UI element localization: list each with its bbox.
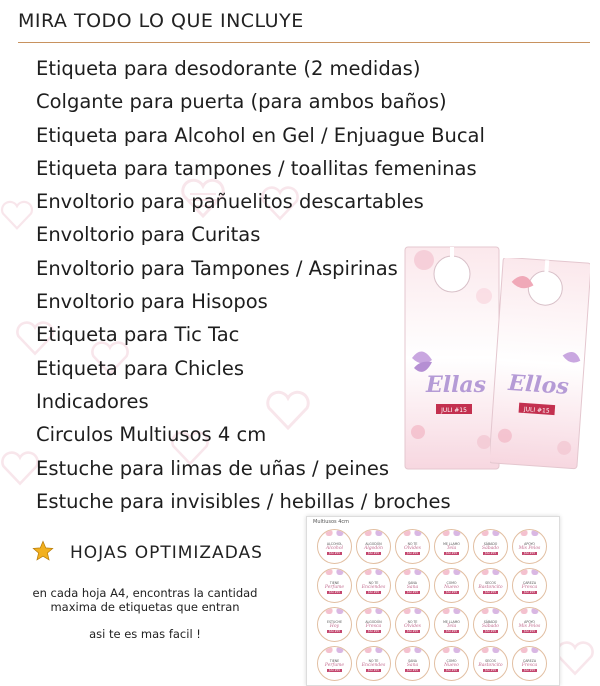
flower-decoration: [438, 646, 465, 653]
flower-decoration: [321, 568, 348, 575]
circle-name: Hoy: [329, 624, 340, 629]
watermark-heart: [0, 200, 34, 234]
circle-tag: JULI #15: [367, 591, 380, 594]
flower-decoration: [321, 607, 348, 614]
sheet-circle-label: [395, 607, 430, 642]
list-item: Envoltorio para Curitas: [36, 223, 261, 247]
sheet-circle-label: [434, 607, 469, 642]
circle-tag: JULI #15: [484, 591, 497, 594]
page-title: MIRA TODO LO QUE INCLUYE: [18, 10, 304, 32]
circle-name: Fresca: [521, 585, 538, 590]
circle-top-text: CAREZA: [523, 659, 536, 663]
circle-top-text: APOYO: [524, 542, 535, 546]
list-item: Etiqueta para Tic Tac: [36, 323, 240, 347]
circle-top-text: TIENE: [329, 581, 340, 585]
circle-name: Fresca: [365, 624, 382, 629]
list-item: Envoltorio para Tampones / Aspirinas: [36, 256, 398, 280]
circle-name: Mis Pelos: [518, 624, 541, 629]
optimized-label: HOJAS OPTIMIZADAS: [70, 543, 263, 563]
sheet-circle-label: [356, 529, 391, 564]
flower-decoration: [438, 607, 465, 614]
circle-top-text: NO TE: [368, 581, 379, 585]
sheet-preview: [306, 516, 560, 686]
list-item: Estuche para limas de uñas / peines: [36, 456, 390, 480]
circle-name: Algodón: [364, 546, 383, 551]
circle-tag: JULI #15: [523, 630, 536, 633]
list-item: Envoltorio para Hisopos: [36, 290, 268, 314]
circle-tag: JULI #15: [523, 552, 536, 555]
circle-top-text: SECOS: [485, 659, 496, 663]
circle-tag: JULI #15: [406, 591, 419, 594]
sheet-circle-label: [473, 529, 508, 564]
circle-top-text: SÁBADO: [483, 620, 498, 624]
sheet-circle-label: [356, 646, 391, 681]
list-item: Etiqueta para tampones / toallitas femeninas: [36, 156, 477, 180]
circle-tag: JULI #15: [367, 552, 380, 555]
sheet-circle-label: [356, 568, 391, 603]
flower-decoration: [321, 646, 348, 653]
sheet-circle-label: [434, 646, 469, 681]
circle-name: Fresca: [521, 663, 538, 668]
watermark-heart: [0, 450, 40, 490]
list-item: Estuche para invisibles / hebillas / broches: [36, 489, 451, 513]
circle-tag: JULI #15: [523, 591, 536, 594]
circle-tag: JULI #15: [367, 669, 380, 672]
flower-decoration: [516, 607, 543, 614]
flower-decoration: [360, 607, 387, 614]
sheet-title: Multiusos 4cm: [313, 519, 350, 525]
circle-name: Mis Pelos: [518, 546, 541, 551]
circle-top-text: SANA: [408, 581, 417, 585]
flower-decoration: [516, 529, 543, 536]
circle-top-text: APOYO: [524, 620, 535, 624]
flower-decoration: [399, 646, 426, 653]
watermark-heart: [555, 640, 595, 680]
circle-top-text: ALGODÓN: [365, 620, 382, 624]
circle-tag: JULI #15: [445, 669, 458, 672]
circle-tag: JULI #15: [406, 552, 419, 555]
sheet-circle-label: [512, 529, 547, 564]
note-line: maxima de etiquetas que entran: [50, 600, 240, 614]
hanger-tag: JULI #15: [441, 407, 467, 414]
circle-top-text: NO TE: [407, 542, 418, 546]
circle-name: Sábado: [482, 624, 499, 629]
list-item: Envoltorio para pañuelitos descartables: [36, 190, 424, 214]
sheet-circle-label: [473, 646, 508, 681]
list-item: Circulos Multiusos 4 cm: [36, 423, 267, 447]
circle-top-text: ALCOHOL: [326, 542, 343, 546]
flower-decoration: [438, 529, 465, 536]
circle-top-text: ME LLAMO: [443, 542, 460, 546]
circle-tag: JULI #15: [328, 630, 341, 633]
circle-name: Perfume: [324, 585, 345, 590]
hanger-name: Ellas: [425, 372, 487, 398]
circle-tag: JULI #15: [484, 669, 497, 672]
note-line: en cada hoja A4, encontras la cantidad: [32, 586, 258, 600]
door-hanger-ellas: [404, 246, 500, 474]
circle-name: Sábado: [482, 546, 499, 551]
sheet-circle-label: [356, 607, 391, 642]
sheet-circle-label: [473, 607, 508, 642]
circle-top-text: SECOS: [485, 581, 496, 585]
circle-name: Sana: [406, 663, 419, 668]
hanger-name: Ellos: [507, 369, 570, 401]
circle-top-text: COMO: [446, 659, 457, 663]
circle-tag: JULI #15: [484, 552, 497, 555]
circle-tag: JULI #15: [328, 591, 341, 594]
flower-decoration: [321, 529, 348, 536]
circle-tag: JULI #15: [406, 669, 419, 672]
sheet-circle-label: [434, 529, 469, 564]
circle-tag: JULI #15: [445, 552, 458, 555]
flower-decoration: [477, 568, 504, 575]
circle-top-text: SANA: [408, 659, 417, 663]
sheet-circle-label: [473, 568, 508, 603]
circle-top-text: ME LLAMO: [443, 620, 460, 624]
circle-name: Enciendes: [361, 585, 386, 590]
circle-top-text: CAREZA: [523, 581, 536, 585]
sheet-circle-label: [395, 568, 430, 603]
list-item: Etiqueta para Alcohol en Gel / Enjuague Bucal: [36, 123, 485, 147]
flower-decoration: [516, 568, 543, 575]
flower-decoration: [399, 607, 426, 614]
circle-name: Alcohol: [326, 546, 343, 551]
flower-decoration: [477, 646, 504, 653]
circle-tag: JULI #15: [406, 630, 419, 633]
sheet-circle-label: [317, 607, 352, 642]
header-divider: [18, 42, 590, 43]
flower-decoration: [477, 529, 504, 536]
optimized-sheets: [32, 540, 263, 566]
circle-name: Tela: [446, 546, 457, 551]
flower-decoration: [438, 568, 465, 575]
sheet-circle-label: [395, 646, 430, 681]
circle-top-text: TIENE: [329, 659, 340, 663]
sheet-circle-label: [512, 607, 547, 642]
hanger-tag: JULI #15: [523, 405, 550, 415]
circle-name: Olvides: [404, 624, 421, 629]
sheet-circle-label: [434, 568, 469, 603]
circle-tag: JULI #15: [367, 630, 380, 633]
list-item: Etiqueta para desodorante (2 medidas): [36, 57, 421, 80]
sheet-circle-label: [317, 646, 352, 681]
sheet-circle-label: [512, 568, 547, 603]
circle-tag: JULI #15: [328, 552, 341, 555]
circle-top-text: ALGODÓN: [365, 542, 382, 546]
flower-decoration: [399, 568, 426, 575]
circle-name: Enciendes: [361, 663, 386, 668]
list-item: Etiqueta para Chicles: [36, 356, 245, 380]
flower-decoration: [360, 529, 387, 536]
flower-decoration: [477, 607, 504, 614]
circle-top-text: NO TE: [407, 620, 418, 624]
flower-decoration: [360, 568, 387, 575]
star-icon: [32, 540, 54, 566]
sheet-grid: [315, 527, 547, 683]
circle-name: Sana: [406, 585, 419, 590]
circle-top-text: NO TE: [368, 659, 379, 663]
circle-tag: JULI #15: [445, 630, 458, 633]
flower-decoration: [516, 646, 543, 653]
flower-decoration: [360, 646, 387, 653]
circle-top-text: SÁBADO: [483, 542, 498, 546]
circle-tag: JULI #15: [328, 669, 341, 672]
circle-tag: JULI #15: [484, 630, 497, 633]
circle-name: Bastoncito: [478, 585, 503, 590]
door-hanger-ellos: [490, 258, 590, 474]
sheet-circle-label: [395, 529, 430, 564]
circle-name: Olvides: [404, 546, 421, 551]
circle-tag: JULI #15: [523, 669, 536, 672]
sheet-circle-label: [512, 646, 547, 681]
circle-name: Tela: [446, 624, 457, 629]
list-item: Indicadores: [36, 389, 149, 413]
circle-name: Nuevo: [444, 585, 459, 590]
flower-decoration: [399, 529, 426, 536]
sheet-circle-label: [317, 529, 352, 564]
circle-top-text: COMO: [446, 581, 457, 585]
circle-name: Bastoncito: [478, 663, 503, 668]
circle-name: Nuevo: [444, 663, 459, 668]
note-line: asi te es mas facil !: [89, 627, 201, 641]
list-item: Colgante para puerta (para ambos baños): [36, 90, 447, 114]
circle-top-text: ESTUCHE: [327, 620, 342, 624]
circle-name: Perfume: [324, 663, 345, 668]
sheet-circle-label: [317, 568, 352, 603]
circle-tag: JULI #15: [445, 591, 458, 594]
